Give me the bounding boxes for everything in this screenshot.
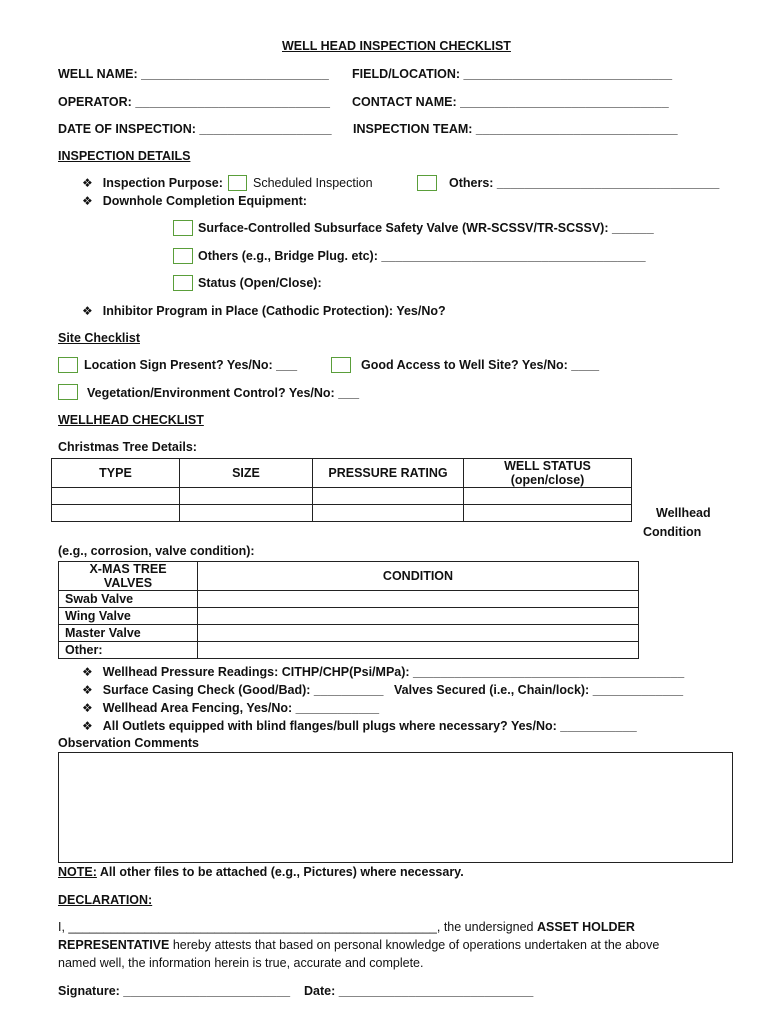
table-cell[interactable] — [52, 488, 180, 505]
location-sign-field[interactable]: Location Sign Present? Yes/No: ___ — [84, 358, 298, 372]
other-equipment-checkbox[interactable] — [173, 248, 193, 264]
table-row — [59, 608, 639, 625]
location-sign-checkbox[interactable] — [58, 357, 78, 373]
table-cell[interactable] — [198, 642, 639, 659]
date-field[interactable]: Date: ____________________________ — [304, 984, 534, 998]
inspection-team-field[interactable]: INSPECTION TEAM: _____________________________ — [353, 122, 678, 136]
others-purpose-field[interactable]: Others: ________________________________ — [449, 176, 720, 190]
table-cell[interactable] — [464, 505, 632, 522]
note-label: NOTE: — [58, 865, 97, 879]
valve-name: Wing Valve — [59, 608, 198, 625]
document-title: WELL HEAD INSPECTION CHECKLIST — [282, 39, 511, 53]
table-header-row — [59, 562, 639, 591]
condition-note: (e.g., corrosion, valve condition): — [58, 544, 255, 558]
bullet-icon: ❖ — [82, 304, 93, 318]
column-header-type: TYPE — [52, 459, 180, 488]
column-header-pressure-rating: PRESSURE RATING — [313, 459, 464, 488]
bullet-icon: ❖ — [82, 194, 93, 208]
scheduled-inspection-checkbox[interactable] — [228, 175, 247, 191]
fencing-field[interactable]: Wellhead Area Fencing, Yes/No: ____________ — [102, 701, 380, 715]
fencing-row[interactable] — [82, 701, 379, 715]
casing-check-field[interactable]: Surface Casing Check (Good/Bad): __________ — [102, 683, 384, 697]
declaration-heading: DECLARATION: — [58, 893, 153, 907]
signature-field[interactable]: Signature: ________________________ — [58, 984, 291, 998]
inhibitor-row — [82, 304, 446, 318]
column-header-condition: CONDITION — [198, 562, 639, 591]
other-equipment-field[interactable]: Others (e.g., Bridge Plug. etc): ______________________________________ — [198, 249, 646, 263]
operator-field[interactable]: OPERATOR: ____________________________ — [58, 95, 330, 109]
xmas-tree-valves-table — [58, 561, 639, 659]
pressure-readings-field[interactable]: Wellhead Pressure Readings: CITHP/CHP(Psi/MPa): _______________________________________ — [102, 665, 685, 679]
declaration-text-1: I, _____________________________________________________, the undersigned — [58, 920, 537, 934]
inspection-purpose-label: Inspection Purpose: — [102, 176, 223, 190]
scheduled-inspection-label: Scheduled Inspection — [253, 176, 373, 190]
table-row — [59, 642, 639, 659]
vegetation-field[interactable]: Vegetation/Environment Control? Yes/No: ___ — [87, 386, 360, 400]
table-cell[interactable] — [313, 488, 464, 505]
table-row — [52, 488, 632, 505]
note-text: All other files to be attached (e.g., Pictures) where necessary. — [96, 865, 464, 879]
table-cell[interactable] — [180, 488, 313, 505]
declaration-line-3: named well, the information herein is true, accurate and complete. — [58, 956, 424, 970]
declaration-line-1 — [58, 920, 635, 934]
table-cell[interactable] — [52, 505, 180, 522]
table-cell[interactable] — [313, 505, 464, 522]
table-cell[interactable] — [198, 625, 639, 642]
declaration-emphasis-2: REPRESENTATIVE — [58, 938, 170, 952]
bullet-icon: ❖ — [82, 683, 93, 697]
column-header-size: SIZE — [180, 459, 313, 488]
bullet-icon: ❖ — [82, 701, 93, 715]
table-cell[interactable] — [180, 505, 313, 522]
table-cell[interactable] — [198, 608, 639, 625]
valve-name: Swab Valve — [59, 591, 198, 608]
scssv-field[interactable]: Surface-Controlled Subsurface Safety Valve (WR-SCSSV/TR-SCSSV): ______ — [198, 221, 654, 235]
table-cell[interactable] — [198, 591, 639, 608]
inspection-purpose-row — [82, 176, 223, 190]
table-row — [52, 505, 632, 522]
observation-comments-box[interactable] — [58, 752, 733, 863]
others-purpose-checkbox[interactable] — [417, 175, 437, 191]
status-label: Status (Open/Close): — [198, 276, 322, 290]
pressure-readings-row[interactable] — [82, 665, 684, 679]
vegetation-checkbox[interactable] — [58, 384, 78, 400]
column-header-valves: X-MAS TREE VALVES — [59, 562, 198, 591]
downhole-row — [82, 194, 307, 208]
wellhead-checklist-heading: WELLHEAD CHECKLIST — [58, 413, 204, 427]
note-line — [58, 865, 464, 879]
outlets-field[interactable]: All Outlets equipped with blind flanges/bull plugs where necessary? Yes/No: ___________ — [102, 719, 637, 733]
valve-name: Master Valve — [59, 625, 198, 642]
good-access-field[interactable]: Good Access to Well Site? Yes/No: ____ — [361, 358, 600, 372]
status-checkbox[interactable] — [173, 275, 193, 291]
bullet-icon: ❖ — [82, 665, 93, 679]
wellhead-condition-label-2: Condition — [643, 525, 702, 539]
good-access-checkbox[interactable] — [331, 357, 351, 373]
valves-secured-field[interactable]: Valves Secured (i.e., Chain/lock): _____________ — [394, 683, 684, 697]
casing-check-row[interactable] — [82, 683, 383, 697]
inhibitor-label: Inhibitor Program in Place (Cathodic Protection): Yes/No? — [102, 304, 446, 318]
table-row — [59, 625, 639, 642]
wellhead-condition-label-1: Wellhead — [656, 506, 711, 520]
declaration-line-2 — [58, 938, 659, 952]
bullet-icon: ❖ — [82, 176, 93, 190]
site-checklist-heading: Site Checklist — [58, 331, 140, 345]
table-cell[interactable] — [464, 488, 632, 505]
date-of-inspection-field[interactable]: DATE OF INSPECTION: ___________________ — [58, 122, 332, 136]
inspection-details-heading: INSPECTION DETAILS — [58, 149, 191, 163]
contact-name-field[interactable]: CONTACT NAME: ______________________________ — [352, 95, 669, 109]
christmas-tree-label: Christmas Tree Details: — [58, 440, 197, 454]
well-name-field[interactable]: WELL NAME: ___________________________ — [58, 67, 329, 81]
field-location-field[interactable]: FIELD/LOCATION: ______________________________ — [352, 67, 673, 81]
downhole-label: Downhole Completion Equipment: — [102, 194, 307, 208]
valve-name: Other: — [59, 642, 198, 659]
observation-comments-label: Observation Comments — [58, 736, 200, 750]
table-header-row — [52, 459, 632, 488]
bullet-icon: ❖ — [82, 719, 93, 733]
table-row — [59, 591, 639, 608]
column-header-well-status: WELL STATUS (open/close) — [464, 459, 632, 488]
christmas-tree-table — [51, 458, 632, 522]
scssv-checkbox[interactable] — [173, 220, 193, 236]
outlets-row[interactable] — [82, 719, 637, 733]
declaration-text-2: hereby attests that based on personal knowledge of operations undertaken at the above — [169, 938, 660, 952]
declaration-emphasis-1: ASSET HOLDER — [536, 920, 635, 934]
